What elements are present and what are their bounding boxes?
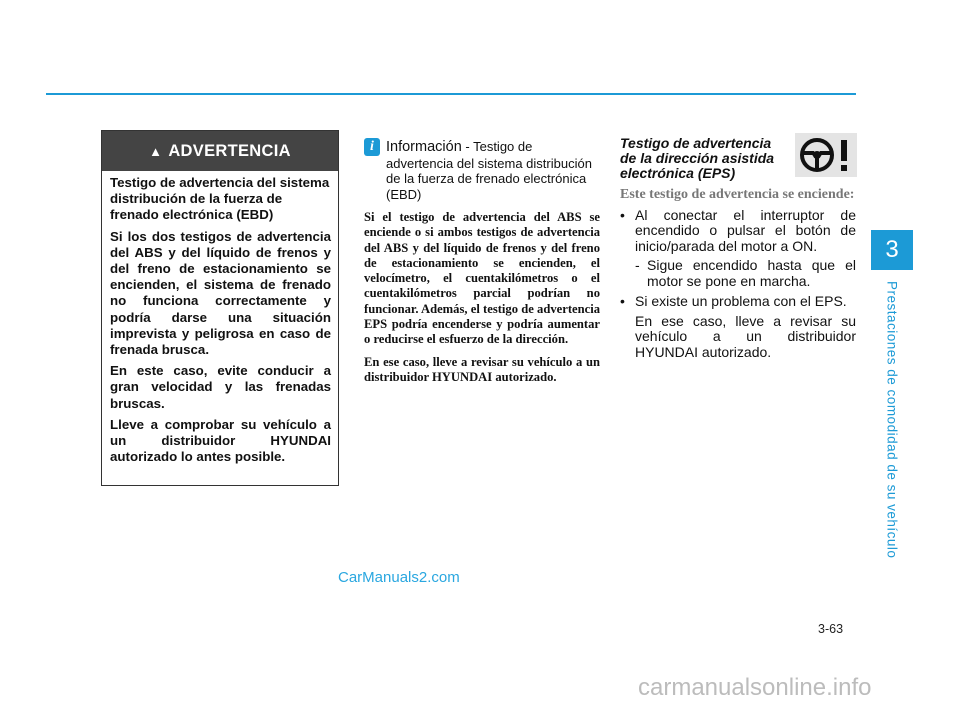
page-number: 3-63 xyxy=(818,622,844,636)
eps-list xyxy=(620,208,856,361)
info-paragraph: En ese caso, lleve a revisar su vehículo a un distribuidor HYUNDAI autorizado. xyxy=(364,354,600,384)
chapter-number-tab xyxy=(871,230,913,270)
warning-paragraph: Si los dos testigos de advertencia del ABS y del líquido de frenos y del freno de estacionamiento se encienden, el sistema de frenado no funciona correctamente y podría darse una situación imprevista y peligrosa en caso de frenada brusca. xyxy=(110,228,331,358)
info-title xyxy=(386,138,600,202)
list-item: • Al conectar el interruptor de encendido o pulsar el botón de inicio/parada del motor a ON. xyxy=(620,206,856,254)
warning-paragraph: Lleve a comprobar su vehículo a un distribuidor HYUNDAI autorizado lo antes posible. xyxy=(110,416,331,465)
chapter-side-tab xyxy=(871,275,913,570)
list-item: • Si existe un problema con el EPS. xyxy=(620,293,847,310)
list-continuation: En ese caso, lleve a revisar su vehículo a un distribuidor HYUNDAI autorizado. xyxy=(635,312,856,360)
warning-header-label: ADVERTENCIA xyxy=(168,141,291,160)
warning-paragraph: En este caso, evite conducir a gran velocidad y las frenadas bruscas. xyxy=(110,363,331,411)
warning-title: Testigo de advertencia del sistema distribución de la fuerza de frenado electrónica (EBD) xyxy=(110,175,330,223)
info-title-lead: Información xyxy=(386,139,462,155)
warning-header xyxy=(102,131,338,171)
info-text xyxy=(364,210,600,385)
watermark-footer: carmanualsonline.info xyxy=(638,674,872,701)
eps-subtitle: Este testigo de advertencia se enciende: xyxy=(620,187,855,203)
warning-box xyxy=(101,130,339,486)
info-title-rest: - Testigo de advertencia del sistema distribución de la fuerza de frenado electrónica (EBD) xyxy=(386,139,592,202)
chapter-number: 3 xyxy=(885,236,899,263)
info-section xyxy=(364,138,600,392)
chapter-title: Prestaciones de comodidad de su vehículo xyxy=(884,281,900,559)
warning-body xyxy=(102,171,338,465)
info-paragraph: Si el testigo de advertencia del ABS se enciende o si ambos testigos de advertencia del ABS y del líquido de frenos y del freno de estacionamiento se encienden, el velocímetro, el cuentakilómetros o el cuentakilómetros parcial podrían no funcionar. Además, el testigo de advertencia EPS podría encenderse y podría aumentar o reducirse el esfuerzo de la dirección. xyxy=(364,210,600,347)
steering-warning-icon xyxy=(795,133,857,177)
warning-triangle-icon: ▲ xyxy=(149,143,163,159)
list-subitem: - Sigue encendido hasta que el motor se pone en marcha. xyxy=(635,257,856,289)
watermark-link[interactable]: CarManuals2.com xyxy=(338,569,460,586)
info-icon: i xyxy=(364,138,380,156)
eps-section xyxy=(620,136,856,360)
header-rule xyxy=(46,93,856,95)
eps-title: Testigo de advertencia de la dirección asistida electrónica (EPS) xyxy=(620,135,775,181)
